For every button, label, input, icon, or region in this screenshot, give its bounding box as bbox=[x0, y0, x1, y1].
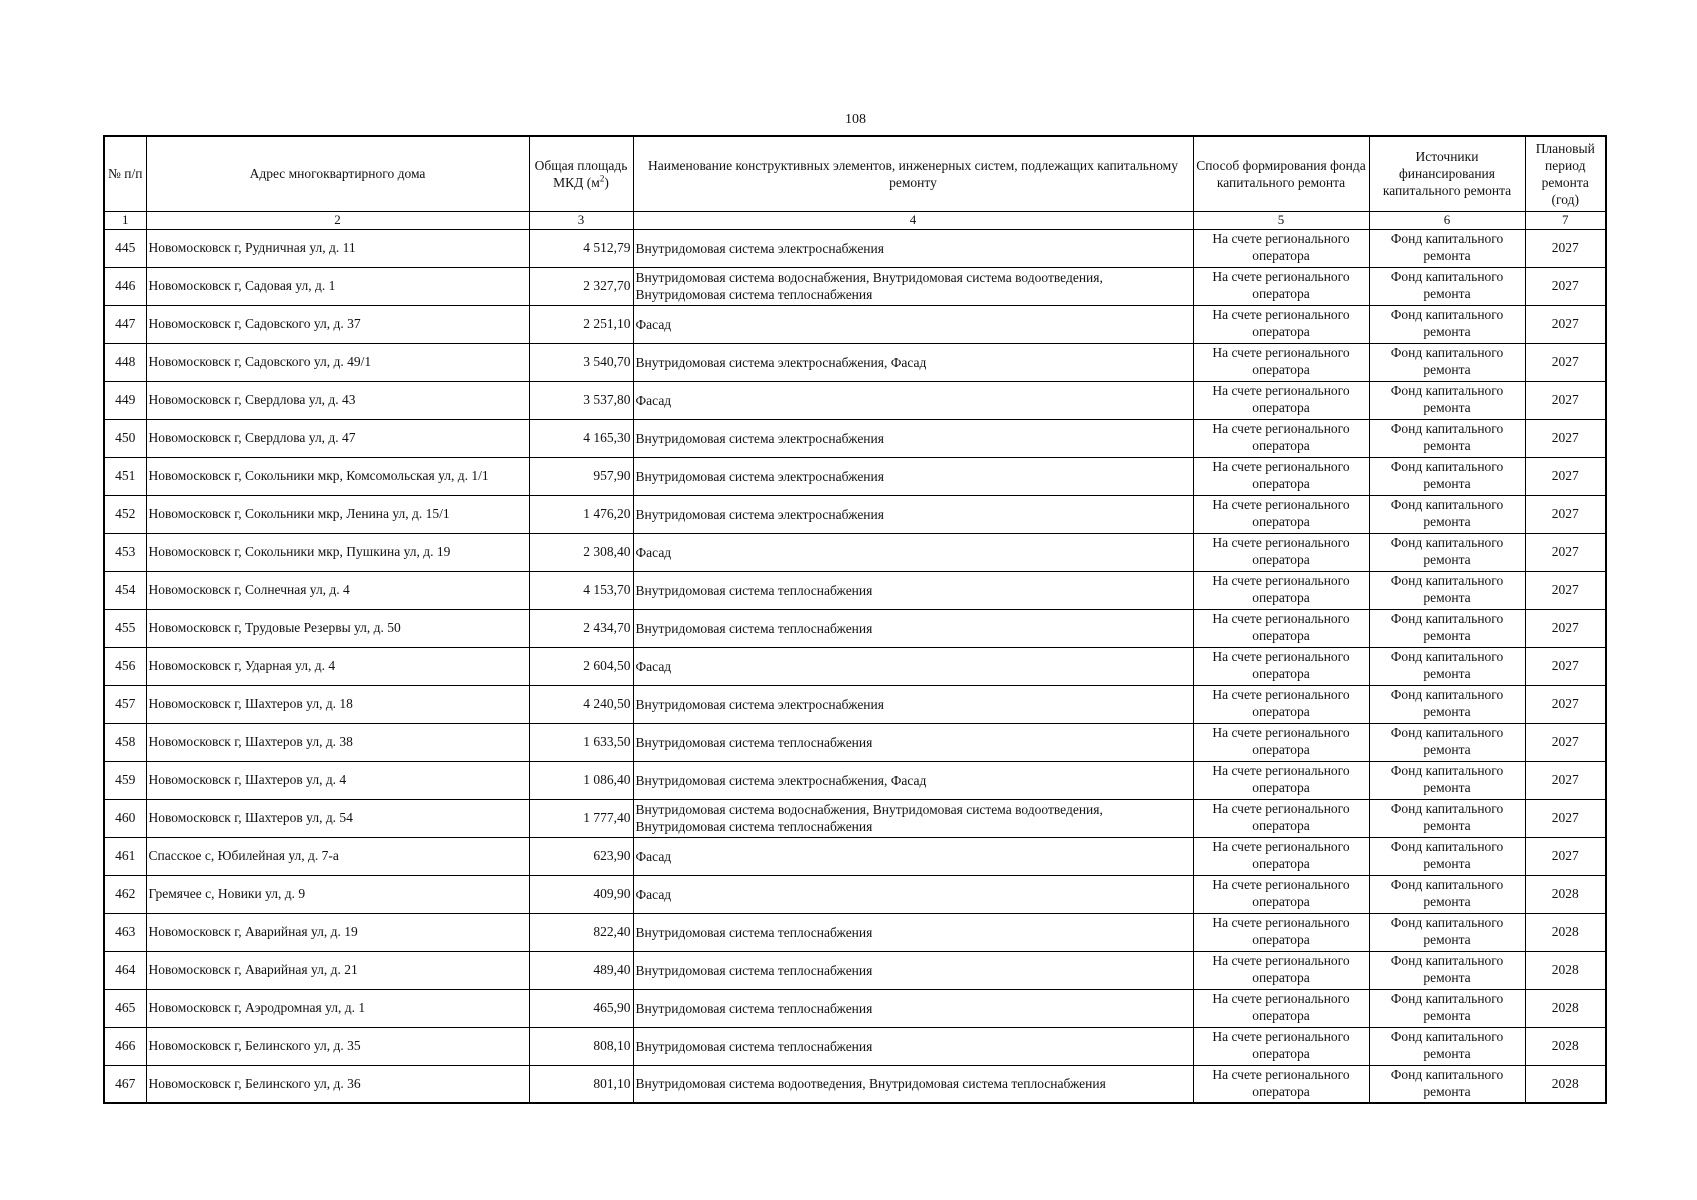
table-row bbox=[104, 723, 1606, 761]
table-row bbox=[104, 837, 1606, 875]
method-cell: На счете регионального оператора bbox=[1193, 267, 1369, 305]
elements-cell: Внутридомовая система водоснабжения, Внутридомовая система водоотведения, Внутридомовая система теплоснабжения bbox=[633, 267, 1193, 305]
row-number: 461 bbox=[104, 837, 146, 875]
address-cell: Новомосковск г, Шахтеров ул, д. 38 bbox=[146, 723, 529, 761]
table-row bbox=[104, 419, 1606, 457]
address-cell: Новомосковск г, Аварийная ул, д. 21 bbox=[146, 951, 529, 989]
source-cell: Фонд капитального ремонта bbox=[1369, 647, 1525, 685]
elements-cell: Внутридомовая система электроснабжения bbox=[633, 495, 1193, 533]
method-cell: На счете регионального оператора bbox=[1193, 381, 1369, 419]
method-cell: На счете регионального оператора bbox=[1193, 647, 1369, 685]
elements-cell: Внутридомовая система электроснабжения, Фасад bbox=[633, 761, 1193, 799]
area-cell: 465,90 bbox=[529, 989, 633, 1027]
row-number: 454 bbox=[104, 571, 146, 609]
elements-cell: Внутридомовая система водоотведения, Внутридомовая система теплоснабжения bbox=[633, 1065, 1193, 1103]
table-row bbox=[104, 305, 1606, 343]
address-cell: Новомосковск г, Свердлова ул, д. 47 bbox=[146, 419, 529, 457]
row-number: 451 bbox=[104, 457, 146, 495]
row-number: 465 bbox=[104, 989, 146, 1027]
method-cell: На счете регионального оператора bbox=[1193, 799, 1369, 837]
row-number: 457 bbox=[104, 685, 146, 723]
source-cell: Фонд капитального ремонта bbox=[1369, 229, 1525, 267]
address-cell: Новомосковск г, Садовского ул, д. 37 bbox=[146, 305, 529, 343]
source-cell: Фонд капитального ремонта bbox=[1369, 837, 1525, 875]
table-row bbox=[104, 533, 1606, 571]
year-cell: 2027 bbox=[1525, 495, 1606, 533]
header-method: Способ формирования фонда капитального ремонта bbox=[1193, 136, 1369, 211]
source-cell: Фонд капитального ремонта bbox=[1369, 609, 1525, 647]
year-cell: 2027 bbox=[1525, 723, 1606, 761]
table-row bbox=[104, 229, 1606, 267]
address-cell: Новомосковск г, Шахтеров ул, д. 4 bbox=[146, 761, 529, 799]
method-cell: На счете регионального оператора bbox=[1193, 1065, 1369, 1103]
header-area bbox=[529, 136, 633, 211]
table-row bbox=[104, 1065, 1606, 1103]
source-cell: Фонд капитального ремонта bbox=[1369, 875, 1525, 913]
elements-cell: Внутридомовая система теплоснабжения bbox=[633, 571, 1193, 609]
table-row bbox=[104, 609, 1606, 647]
year-cell: 2027 bbox=[1525, 685, 1606, 723]
area-cell: 1 633,50 bbox=[529, 723, 633, 761]
source-cell: Фонд капитального ремонта bbox=[1369, 1065, 1525, 1103]
table-row bbox=[104, 495, 1606, 533]
row-number: 453 bbox=[104, 533, 146, 571]
row-number: 452 bbox=[104, 495, 146, 533]
method-cell: На счете регионального оператора bbox=[1193, 723, 1369, 761]
row-number: 460 bbox=[104, 799, 146, 837]
elements-cell: Внутридомовая система электроснабжения bbox=[633, 685, 1193, 723]
row-number: 446 bbox=[104, 267, 146, 305]
method-cell: На счете регионального оператора bbox=[1193, 229, 1369, 267]
area-cell: 2 327,70 bbox=[529, 267, 633, 305]
elements-cell: Внутридомовая система электроснабжения bbox=[633, 457, 1193, 495]
year-cell: 2027 bbox=[1525, 267, 1606, 305]
method-cell: На счете регионального оператора bbox=[1193, 1027, 1369, 1065]
row-number: 447 bbox=[104, 305, 146, 343]
column-index: 2 bbox=[146, 211, 529, 229]
method-cell: На счете регионального оператора bbox=[1193, 913, 1369, 951]
row-number: 464 bbox=[104, 951, 146, 989]
elements-cell: Внутридомовая система теплоснабжения bbox=[633, 951, 1193, 989]
address-cell: Новомосковск г, Шахтеров ул, д. 18 bbox=[146, 685, 529, 723]
elements-cell: Внутридомовая система теплоснабжения bbox=[633, 723, 1193, 761]
page-number: 108 bbox=[845, 112, 866, 127]
elements-cell: Внутридомовая система теплоснабжения bbox=[633, 913, 1193, 951]
elements-cell: Фасад bbox=[633, 305, 1193, 343]
table-row bbox=[104, 951, 1606, 989]
area-cell: 1 777,40 bbox=[529, 799, 633, 837]
column-index-row bbox=[104, 211, 1606, 229]
method-cell: На счете регионального оператора bbox=[1193, 343, 1369, 381]
row-number: 458 bbox=[104, 723, 146, 761]
year-cell: 2028 bbox=[1525, 951, 1606, 989]
method-cell: На счете регионального оператора bbox=[1193, 761, 1369, 799]
source-cell: Фонд капитального ремонта bbox=[1369, 1027, 1525, 1065]
area-cell: 2 251,10 bbox=[529, 305, 633, 343]
table-row bbox=[104, 343, 1606, 381]
source-cell: Фонд капитального ремонта bbox=[1369, 419, 1525, 457]
year-cell: 2027 bbox=[1525, 609, 1606, 647]
year-cell: 2027 bbox=[1525, 761, 1606, 799]
address-cell: Новомосковск г, Садовского ул, д. 49/1 bbox=[146, 343, 529, 381]
source-cell: Фонд капитального ремонта bbox=[1369, 343, 1525, 381]
address-cell: Новомосковск г, Сокольники мкр, Пушкина ул, д. 19 bbox=[146, 533, 529, 571]
area-cell: 4 512,79 bbox=[529, 229, 633, 267]
method-cell: На счете регионального оператора bbox=[1193, 875, 1369, 913]
area-cell: 489,40 bbox=[529, 951, 633, 989]
column-index: 6 bbox=[1369, 211, 1525, 229]
year-cell: 2027 bbox=[1525, 571, 1606, 609]
elements-cell: Фасад bbox=[633, 647, 1193, 685]
table-row bbox=[104, 647, 1606, 685]
year-cell: 2027 bbox=[1525, 533, 1606, 571]
method-cell: На счете регионального оператора bbox=[1193, 685, 1369, 723]
year-cell: 2027 bbox=[1525, 305, 1606, 343]
year-cell: 2027 bbox=[1525, 799, 1606, 837]
elements-cell: Внутридомовая система электроснабжения bbox=[633, 229, 1193, 267]
row-number: 449 bbox=[104, 381, 146, 419]
elements-cell: Фасад bbox=[633, 837, 1193, 875]
area-cell: 957,90 bbox=[529, 457, 633, 495]
elements-cell: Фасад bbox=[633, 381, 1193, 419]
area-cell: 4 153,70 bbox=[529, 571, 633, 609]
source-cell: Фонд капитального ремонта bbox=[1369, 381, 1525, 419]
header-area-label: Общая площадь МКД (м bbox=[534, 157, 628, 190]
table-row bbox=[104, 875, 1606, 913]
year-cell: 2027 bbox=[1525, 381, 1606, 419]
column-index: 5 bbox=[1193, 211, 1369, 229]
area-cell: 623,90 bbox=[529, 837, 633, 875]
row-number: 448 bbox=[104, 343, 146, 381]
year-cell: 2027 bbox=[1525, 837, 1606, 875]
source-cell: Фонд капитального ремонта bbox=[1369, 989, 1525, 1027]
address-cell: Спасское с, Юбилейная ул, д. 7-а bbox=[146, 837, 529, 875]
method-cell: На счете регионального оператора bbox=[1193, 571, 1369, 609]
elements-cell: Фасад bbox=[633, 875, 1193, 913]
area-cell: 2 434,70 bbox=[529, 609, 633, 647]
area-cell: 4 240,50 bbox=[529, 685, 633, 723]
area-cell: 1 476,20 bbox=[529, 495, 633, 533]
source-cell: Фонд капитального ремонта bbox=[1369, 267, 1525, 305]
row-number: 466 bbox=[104, 1027, 146, 1065]
year-cell: 2028 bbox=[1525, 1027, 1606, 1065]
method-cell: На счете регионального оператора bbox=[1193, 419, 1369, 457]
header-num: № п/п bbox=[104, 136, 146, 211]
column-index: 4 bbox=[633, 211, 1193, 229]
year-cell: 2027 bbox=[1525, 419, 1606, 457]
header-area-superscript: 2 bbox=[599, 173, 605, 184]
table-row bbox=[104, 685, 1606, 723]
repair-register-table bbox=[103, 135, 1607, 1104]
method-cell: На счете регионального оператора bbox=[1193, 951, 1369, 989]
elements-cell: Внутридомовая система электроснабжения bbox=[633, 419, 1193, 457]
address-cell: Новомосковск г, Трудовые Резервы ул, д. 50 bbox=[146, 609, 529, 647]
method-cell: На счете регионального оператора bbox=[1193, 837, 1369, 875]
address-cell: Новомосковск г, Сокольники мкр, Ленина ул, д. 15/1 bbox=[146, 495, 529, 533]
source-cell: Фонд капитального ремонта bbox=[1369, 457, 1525, 495]
source-cell: Фонд капитального ремонта bbox=[1369, 533, 1525, 571]
table-row bbox=[104, 989, 1606, 1027]
address-cell: Новомосковск г, Рудничная ул, д. 11 bbox=[146, 229, 529, 267]
elements-cell: Внутридомовая система теплоснабжения bbox=[633, 609, 1193, 647]
year-cell: 2027 bbox=[1525, 647, 1606, 685]
source-cell: Фонд капитального ремонта bbox=[1369, 495, 1525, 533]
address-cell: Новомосковск г, Ударная ул, д. 4 bbox=[146, 647, 529, 685]
elements-cell: Внутридомовая система теплоснабжения bbox=[633, 1027, 1193, 1065]
table-row bbox=[104, 571, 1606, 609]
column-index: 3 bbox=[529, 211, 633, 229]
address-cell: Новомосковск г, Белинского ул, д. 35 bbox=[146, 1027, 529, 1065]
address-cell: Новомосковск г, Садовая ул, д. 1 bbox=[146, 267, 529, 305]
address-cell: Новомосковск г, Аварийная ул, д. 19 bbox=[146, 913, 529, 951]
elements-cell: Внутридомовая система водоснабжения, Внутридомовая система водоотведения, Внутридомовая система теплоснабжения bbox=[633, 799, 1193, 837]
source-cell: Фонд капитального ремонта bbox=[1369, 571, 1525, 609]
table-row bbox=[104, 381, 1606, 419]
method-cell: На счете регионального оператора bbox=[1193, 457, 1369, 495]
source-cell: Фонд капитального ремонта bbox=[1369, 685, 1525, 723]
source-cell: Фонд капитального ремонта bbox=[1369, 799, 1525, 837]
year-cell: 2027 bbox=[1525, 229, 1606, 267]
year-cell: 2028 bbox=[1525, 1065, 1606, 1103]
source-cell: Фонд капитального ремонта bbox=[1369, 723, 1525, 761]
address-cell: Гремячее с, Новики ул, д. 9 bbox=[146, 875, 529, 913]
table-row bbox=[104, 799, 1606, 837]
year-cell: 2028 bbox=[1525, 989, 1606, 1027]
elements-cell: Внутридомовая система теплоснабжения bbox=[633, 989, 1193, 1027]
header-area-tail: ) bbox=[604, 174, 609, 190]
method-cell: На счете регионального оператора bbox=[1193, 609, 1369, 647]
table-row bbox=[104, 267, 1606, 305]
row-number: 463 bbox=[104, 913, 146, 951]
row-number: 450 bbox=[104, 419, 146, 457]
elements-cell: Фасад bbox=[633, 533, 1193, 571]
source-cell: Фонд капитального ремонта bbox=[1369, 305, 1525, 343]
area-cell: 409,90 bbox=[529, 875, 633, 913]
table-row bbox=[104, 913, 1606, 951]
area-cell: 3 537,80 bbox=[529, 381, 633, 419]
header-source: Источники финансирования капитального ремонта bbox=[1369, 136, 1525, 211]
method-cell: На счете регионального оператора bbox=[1193, 989, 1369, 1027]
area-cell: 1 086,40 bbox=[529, 761, 633, 799]
column-index: 7 bbox=[1525, 211, 1606, 229]
area-cell: 2 308,40 bbox=[529, 533, 633, 571]
method-cell: На счете регионального оператора bbox=[1193, 495, 1369, 533]
address-cell: Новомосковск г, Сокольники мкр, Комсомольская ул, д. 1/1 bbox=[146, 457, 529, 495]
address-cell: Новомосковск г, Аэродромная ул, д. 1 bbox=[146, 989, 529, 1027]
address-cell: Новомосковск г, Солнечная ул, д. 4 bbox=[146, 571, 529, 609]
method-cell: На счете регионального оператора bbox=[1193, 533, 1369, 571]
year-cell: 2028 bbox=[1525, 875, 1606, 913]
area-cell: 801,10 bbox=[529, 1065, 633, 1103]
row-number: 445 bbox=[104, 229, 146, 267]
address-cell: Новомосковск г, Белинского ул, д. 36 bbox=[146, 1065, 529, 1103]
address-cell: Новомосковск г, Свердлова ул, д. 43 bbox=[146, 381, 529, 419]
table-header-row bbox=[104, 136, 1606, 211]
method-cell: На счете регионального оператора bbox=[1193, 305, 1369, 343]
area-cell: 2 604,50 bbox=[529, 647, 633, 685]
header-year: Плановый период ремонта (год) bbox=[1525, 136, 1606, 211]
row-number: 459 bbox=[104, 761, 146, 799]
row-number: 467 bbox=[104, 1065, 146, 1103]
area-cell: 4 165,30 bbox=[529, 419, 633, 457]
source-cell: Фонд капитального ремонта bbox=[1369, 913, 1525, 951]
column-index: 1 bbox=[104, 211, 146, 229]
year-cell: 2027 bbox=[1525, 343, 1606, 381]
table-row bbox=[104, 761, 1606, 799]
table-row bbox=[104, 457, 1606, 495]
year-cell: 2027 bbox=[1525, 457, 1606, 495]
table-row bbox=[104, 1027, 1606, 1065]
source-cell: Фонд капитального ремонта bbox=[1369, 761, 1525, 799]
table-body bbox=[104, 229, 1606, 1103]
header-elements: Наименование конструктивных элементов, инженерных систем, подлежащих капитальному ремонту bbox=[633, 136, 1193, 211]
source-cell: Фонд капитального ремонта bbox=[1369, 951, 1525, 989]
header-address: Адрес многоквартирного дома bbox=[146, 136, 529, 211]
area-cell: 822,40 bbox=[529, 913, 633, 951]
row-number: 455 bbox=[104, 609, 146, 647]
area-cell: 808,10 bbox=[529, 1027, 633, 1065]
elements-cell: Внутридомовая система электроснабжения, Фасад bbox=[633, 343, 1193, 381]
row-number: 456 bbox=[104, 647, 146, 685]
year-cell: 2028 bbox=[1525, 913, 1606, 951]
address-cell: Новомосковск г, Шахтеров ул, д. 54 bbox=[146, 799, 529, 837]
row-number: 462 bbox=[104, 875, 146, 913]
area-cell: 3 540,70 bbox=[529, 343, 633, 381]
